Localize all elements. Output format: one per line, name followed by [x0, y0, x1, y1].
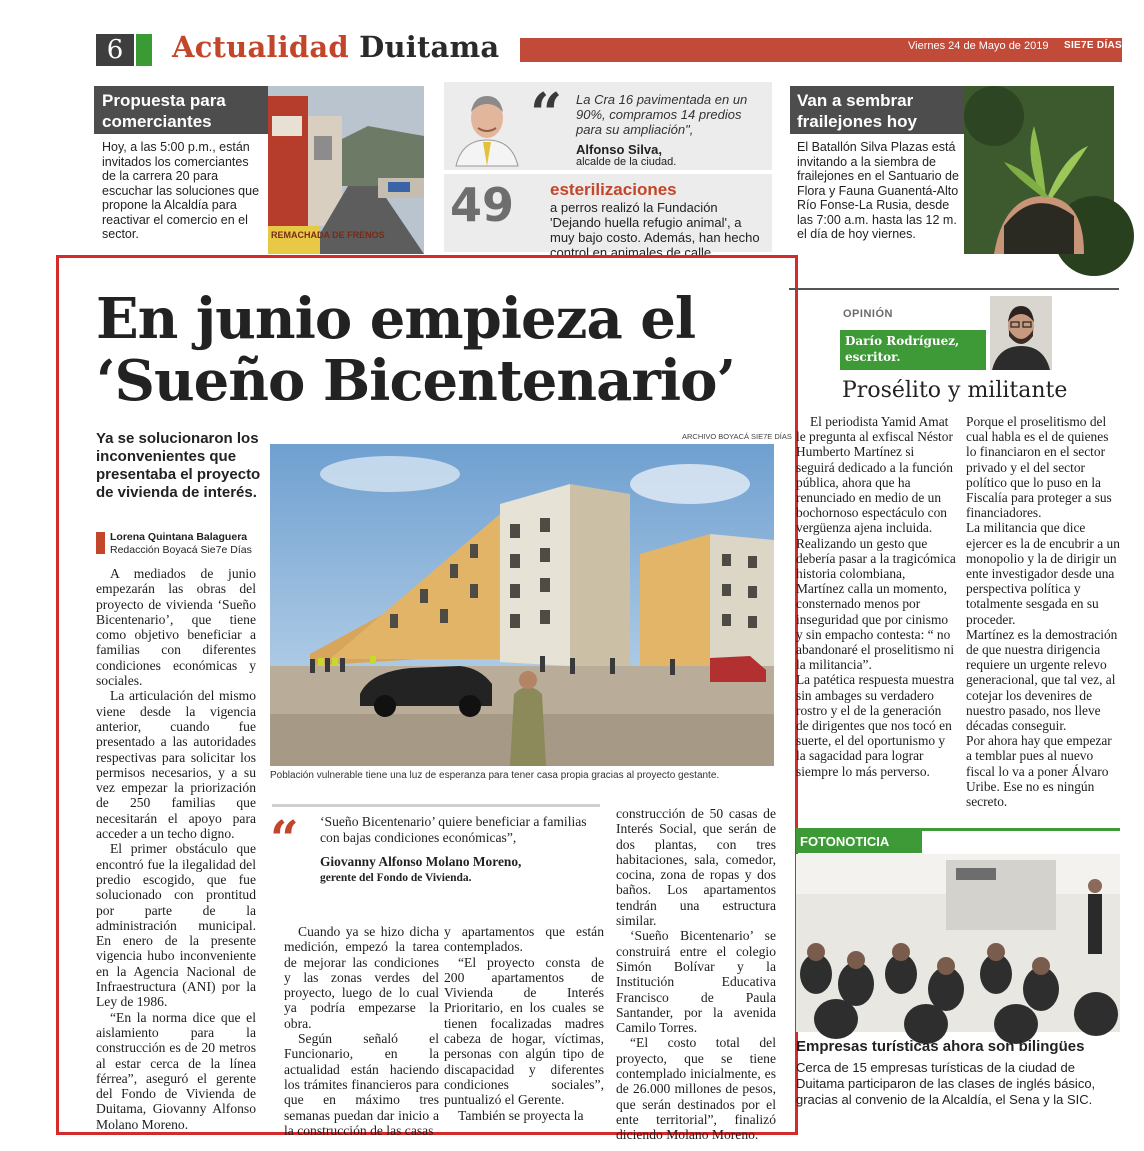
pull-quote-author: Giovanny Alfonso Molano Moreno, — [320, 854, 522, 869]
fotonoticia-label: FOTONOTICIA — [800, 834, 890, 849]
fact-text: a perros realizó la Fundación 'Dejando huella refugio animal', a muy bajo costo. Además, han hecho control en animales de calle. — [550, 200, 760, 260]
paragraph: La patética respuesta muestra sin ambages su verdadero rostro y el de la generación de dirigentes que nos tocó en suerte, el del oportunismo y la sagacidad para lograr siempre lo más perverso. — [796, 672, 955, 779]
opinion-author-portrait — [990, 296, 1052, 370]
paragraph: Cuando ya se hizo dicha medición, empezó la tarea de mejorar las condiciones y las zonas verdes del proyecto, luego de lo cual ya podría empezarse la obra. — [284, 924, 439, 1031]
article-subhead: Ya se solucionaron los inconvenientes que presentaba el proyecto de vivienda de interés. — [96, 430, 261, 501]
paragraph: “El costo total del proyecto, que se tiene contemplado inicialmente, es de 26.000 millones de pesos, que serán destinados por el ente territorial”, finalizó diciendo Molano Moreno. — [616, 1035, 776, 1143]
article-column-1 — [96, 566, 256, 1132]
fact-number: 49 — [450, 178, 515, 232]
article-headline — [96, 288, 786, 412]
paragraph: Por ahora hay que empezar a temblar pues al nuevo fiscal lo va a poner Álvaro Uribe. Ese no es ningún secreto. — [966, 733, 1112, 810]
issue-date: Viernes 24 de Mayo de 2019 — [908, 40, 1049, 52]
paragraph: “El proyecto consta de 200 apartamentos de Vivienda de Interés Prioritario, en los cuales se tienen focalizadas madres cabeza de hogar, víctimas, personas con algún tipo de discapacidad y diferentes condiciones sociales”, puntualizó el Gerente. — [444, 954, 604, 1108]
quote-mark-icon: “ — [530, 81, 563, 147]
paragraph: El primer obstáculo que encontró fue la ilegalidad del predio escogido, que fue solucionado con prontitud por parte de la administración municipal. En enero de la presente vigencia hubo inconveniente en la Agencia Nacional de Infraestructura (ANI) por la Ley de 1986. — [96, 841, 256, 1010]
paragraph: A mediados de junio empezarán las obras del proyecto de vivienda ‘Sueño Bicentenario’, que tiene como objetivo beneficiar a familias con diferentes condiciones económicas y sociales. — [96, 566, 256, 689]
article-column-4 — [616, 806, 776, 1143]
paragraph: y apartamentos que están contemplados. — [444, 924, 604, 955]
opinion-column-1 — [796, 414, 956, 779]
article-column-2 — [284, 924, 439, 1138]
opinion-label: OPINIÓN — [843, 308, 893, 320]
plant-photo — [964, 86, 1114, 254]
byline-role: Redacción Boyacá Sie7e Días — [110, 544, 252, 556]
comerciantes-text: Hoy, a las 5:00 p.m., están invitados los comerciantes de la carrera 20 para escuchar las soluciones que propone la Alcaldía para reactivar el comercio en el sector. — [102, 140, 260, 241]
frailejones-title: Van a sembrar frailejones hoy — [797, 91, 917, 131]
opinion-top-rule — [789, 288, 1119, 290]
paragraph: ‘Sueño Bicentenario’ se construirá entre el colegio Simón Bolívar y la Institución Educativa Francisco de Paula Santander, por la avenida Camilo Torres. — [616, 928, 776, 1036]
mayor-portrait — [452, 88, 522, 166]
paragraph: construcción de 50 casas de Interés Social, que serán de dos plantas, con tres habitaciones, sala, comedor, cocina, zona de ropas y dos baños. Los apartamentos tendrán una estructura similar. — [616, 806, 776, 929]
classroom-photo — [796, 854, 1120, 1032]
fotonoticia-title: Empresas turísticas ahora son bilingües — [796, 1038, 1085, 1055]
paragraph: La militancia que dice ejercer es la de encubrir a un monopolio y la de dirigir un ente investigador desde una perspectiva política y totalmente sesgada en su proceder. — [966, 520, 1120, 627]
article-column-3 — [444, 924, 604, 1123]
brand-logo: SIE7E DÍAS — [1064, 40, 1123, 51]
opinion-column-2 — [966, 414, 1120, 809]
quote-mark-icon: “ — [270, 809, 299, 868]
byline-accent — [96, 532, 105, 554]
opinion-author: Darío Rodríguez, escritor. — [845, 334, 960, 364]
paragraph: Porque el proselitismo del cual habla es el de quienes lo financiaron en el sector privado y el del sector político que lo puso en la Fiscalía para proteger a sus financiadores. — [966, 414, 1112, 521]
paragraph: La articulación del mismo viene desde la vigencia anterior, cuando fue presentado a las autoridades respectivas para solicitar los permisos necesarios, y a su vez empezar la priorización de 250 familias que necesitarán el apoyo para acceder a un techo digno. — [96, 688, 256, 842]
page-number-accent — [136, 34, 152, 66]
mayor-quote-role: alcalde de la ciudad. — [576, 156, 677, 168]
headline-line-2: ‘Sueño Bicentenario’ — [96, 348, 736, 414]
paragraph: También se proyecta la — [458, 1107, 584, 1123]
headline-line-1: En junio empieza el — [96, 286, 696, 352]
opinion-title: Prosélito y militante — [842, 378, 1068, 403]
pull-quote-role: gerente del Fondo de Vivienda. — [320, 872, 472, 884]
frailejones-text: El Batallón Silva Plazas está invitando a la siembra de frailejones en el Santuario de Flora y Fauna Guanentá-Alto Río Fonse-La Rusia, desde las 7:00 a.m. hasta las 12 m. el día de hoy viernes. — [797, 140, 959, 241]
housing-project-photo — [270, 444, 774, 766]
fotonoticia-text: Cerca de 15 empresas turísticas de la ciudad de Duitama participaron de las clases de inglés básico, gracias al convenio de la Alcaldía, el Sena y la SIC. — [796, 1060, 1096, 1107]
paragraph: “En la norma dice que el aislamiento para la construcción es de 20 metros al estar cerca de la línea férrea”, aseguró el gerente del Fondo de Vivienda de Duitama, Giovanny Alfonso Molano Moreno. — [96, 1009, 256, 1132]
pull-quote-text: ‘Sueño Bicentenario’ quiere beneficiar a familias con bajas condiciones económicas”, — [320, 814, 587, 845]
photo-credit: ARCHIVO BOYACÁ SIE7E DÍAS — [682, 432, 792, 441]
photo-caption: Población vulnerable tiene una luz de esperanza para tener casa propia gracias al proyecto gestante. — [270, 770, 720, 781]
paragraph: Martínez es la demostración de que nuestra dirigencia requiere un urgente relevo generacional, que tal vez, al cotejar los devenires de nuestro pasado, nos lleve décadas conseguir. — [966, 626, 1118, 734]
paragraph: El periodista Yamid Amat le pregunta al exfiscal Néstor Humberto Martínez si seguirá dedicado a la función pública, ahora que ha renunciado en medio de un bochornoso espectáculo con vergüenza ajena incluida. — [796, 414, 953, 536]
mayor-quote-text: La Cra 16 pavimentada en un 90%, compramos 14 predios para su ampliación", — [576, 92, 748, 137]
street-photo — [268, 86, 424, 254]
section-title — [172, 30, 499, 64]
page-number: 6 — [96, 34, 134, 66]
section-title-part1: Actualidad — [172, 30, 349, 64]
paragraph: Según señaló el Funcionario, en la actualidad están haciendo los trámites financieros para que en máximo tres semanas puedan dar inicio a la construcción de las casas — [284, 1031, 439, 1138]
fact-title: esterilizaciones — [550, 180, 677, 199]
comerciantes-title: Propuesta para comerciantes — [102, 91, 226, 131]
paragraph: Realizando un gesto que debería pasar a la tragicómica historia colombiana, Martínez calla un momento, consternado menos por inseguridad que por cinismo y sin empacho contesta: “ no abandonaré el proselitismo ni la militancia”. — [796, 535, 956, 673]
street-illustration — [268, 86, 424, 254]
byline-author: Lorena Quintana Balaguera — [110, 531, 248, 543]
mayor-quote-author: Alfonso Silva, — [576, 142, 662, 157]
photo-sign-text: REMACHADA DE FRENOS — [271, 230, 385, 240]
section-title-part2: Duitama — [359, 30, 500, 64]
